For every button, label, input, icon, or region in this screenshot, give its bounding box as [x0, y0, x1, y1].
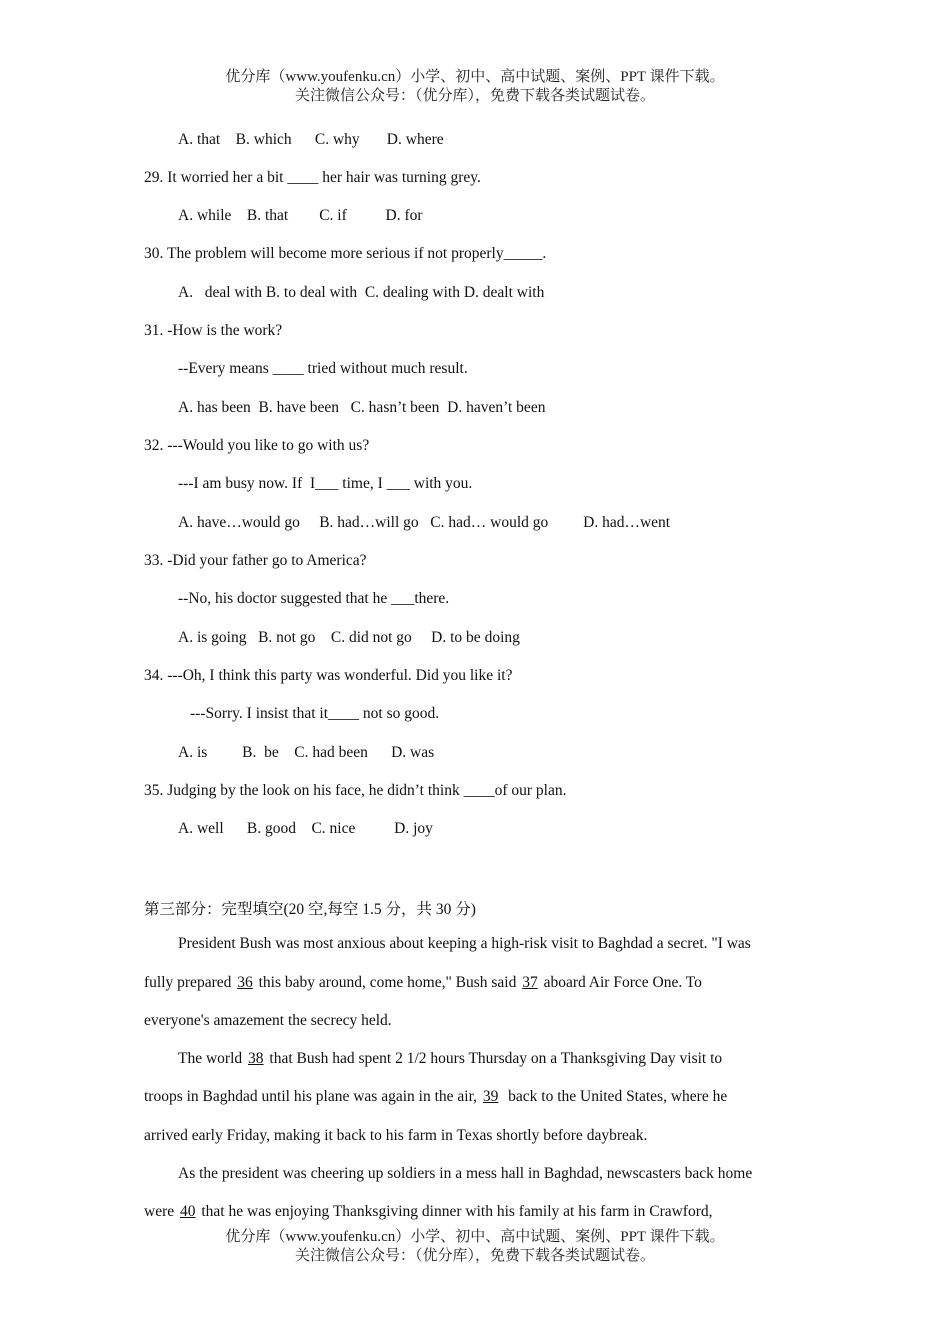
q30-options: A. deal with B. to deal with C. dealing with D. dealt with [178, 284, 545, 301]
passage-text: that he was enjoying Thanksgiving dinner with his family at his farm in Crawford, [197, 1203, 713, 1220]
q30-stem: 30. The problem will become more serious if not properly_____. [144, 245, 547, 262]
section3-title: 第三部分：完型填空(20 空,每空 1.5 分，共 30 分) [144, 901, 476, 918]
page-header [0, 68, 950, 106]
passage-p3-line1: As the president was cheering up soldiers in a mess hall in Baghdad, newscasters back home [178, 1165, 753, 1182]
passage-text: this baby around, come home," Bush said [254, 974, 521, 991]
q29-stem: 29. It worried her a bit ____ her hair was turning grey. [144, 169, 481, 186]
passage-text: that Bush had spent 2 1/2 hours Thursday on a Thanksgiving Day visit to [265, 1050, 723, 1067]
passage-text: The world [178, 1050, 247, 1067]
passage-text: were [144, 1203, 178, 1220]
header-line-1: 优分库（www.youfenku.cn）小学、初中、高中试题、案例、PPT 课件下载。 [225, 69, 725, 85]
passage-p1-line3: everyone's amazement the secrecy held. [144, 1012, 392, 1029]
q35-stem: 35. Judging by the look on his face, he didn’t think ____of our plan. [144, 782, 567, 799]
q33-options: A. is going B. not go C. did not go D. to be doing [178, 629, 520, 646]
footer-line-1: 优分库（www.youfenku.cn）小学、初中、高中试题、案例、PPT 课件下载。 [225, 1229, 725, 1245]
page-footer [0, 1228, 950, 1266]
passage-text: troops in Baghdad until his plane was again in the air, [144, 1088, 481, 1105]
q32-options: A. have…would go B. had…will go C. had… would go D. had…went [178, 514, 671, 531]
passage-p2-line1 [178, 1050, 722, 1068]
q34-options: A. is B. be C. had been D. was [178, 744, 435, 761]
blank-38: 38 [248, 1050, 264, 1067]
q33-stem: 33. -Did your father go to America? [144, 552, 367, 569]
q31-stem: 31. -How is the work? [144, 322, 283, 339]
q34-dialog: ---Sorry. I insist that it____ not so good. [190, 705, 440, 722]
blank-40: 40 [180, 1203, 196, 1220]
passage-p1-line2 [144, 974, 702, 992]
q33-dialog: --No, his doctor suggested that he ___there. [178, 590, 450, 607]
blank-37: 37 [522, 974, 538, 991]
blank-36: 36 [237, 974, 253, 991]
header-line-2: 关注微信公众号：（优分库），免费下载各类试题试卷。 [294, 88, 655, 104]
q29-options: A. while B. that C. if D. for [178, 207, 423, 224]
passage-p1-line1: President Bush was most anxious about keeping a high-risk visit to Baghdad a secret. "I was [178, 935, 751, 952]
passage-text: fully prepared [144, 974, 236, 991]
q28-options: A. that B. which C. why D. where [178, 131, 444, 148]
passage-p2-line3: arrived early Friday, making it back to his farm in Texas shortly before daybreak. [144, 1127, 648, 1144]
passage-p3-line2 [144, 1203, 713, 1221]
q32-dialog: ---I am busy now. If I___ time, I ___ with you. [178, 475, 473, 492]
q34-stem: 34. ---Oh, I think this party was wonderful. Did you like it? [144, 667, 513, 684]
q35-options: A. well B. good C. nice D. joy [178, 820, 433, 837]
q32-stem: 32. ---Would you like to go with us? [144, 437, 370, 454]
q31-dialog: --Every means ____ tried without much result. [178, 360, 468, 377]
passage-text: aboard Air Force One. To [539, 974, 702, 991]
q31-options: A. has been B. have been C. hasn’t been D. haven’t been [178, 399, 546, 416]
passage-p2-line2 [144, 1088, 727, 1106]
blank-39: 39 [482, 1088, 499, 1105]
passage-text: back to the United States, where he [500, 1088, 728, 1105]
footer-line-2: 关注微信公众号：（优分库），免费下载各类试题试卷。 [294, 1248, 655, 1264]
